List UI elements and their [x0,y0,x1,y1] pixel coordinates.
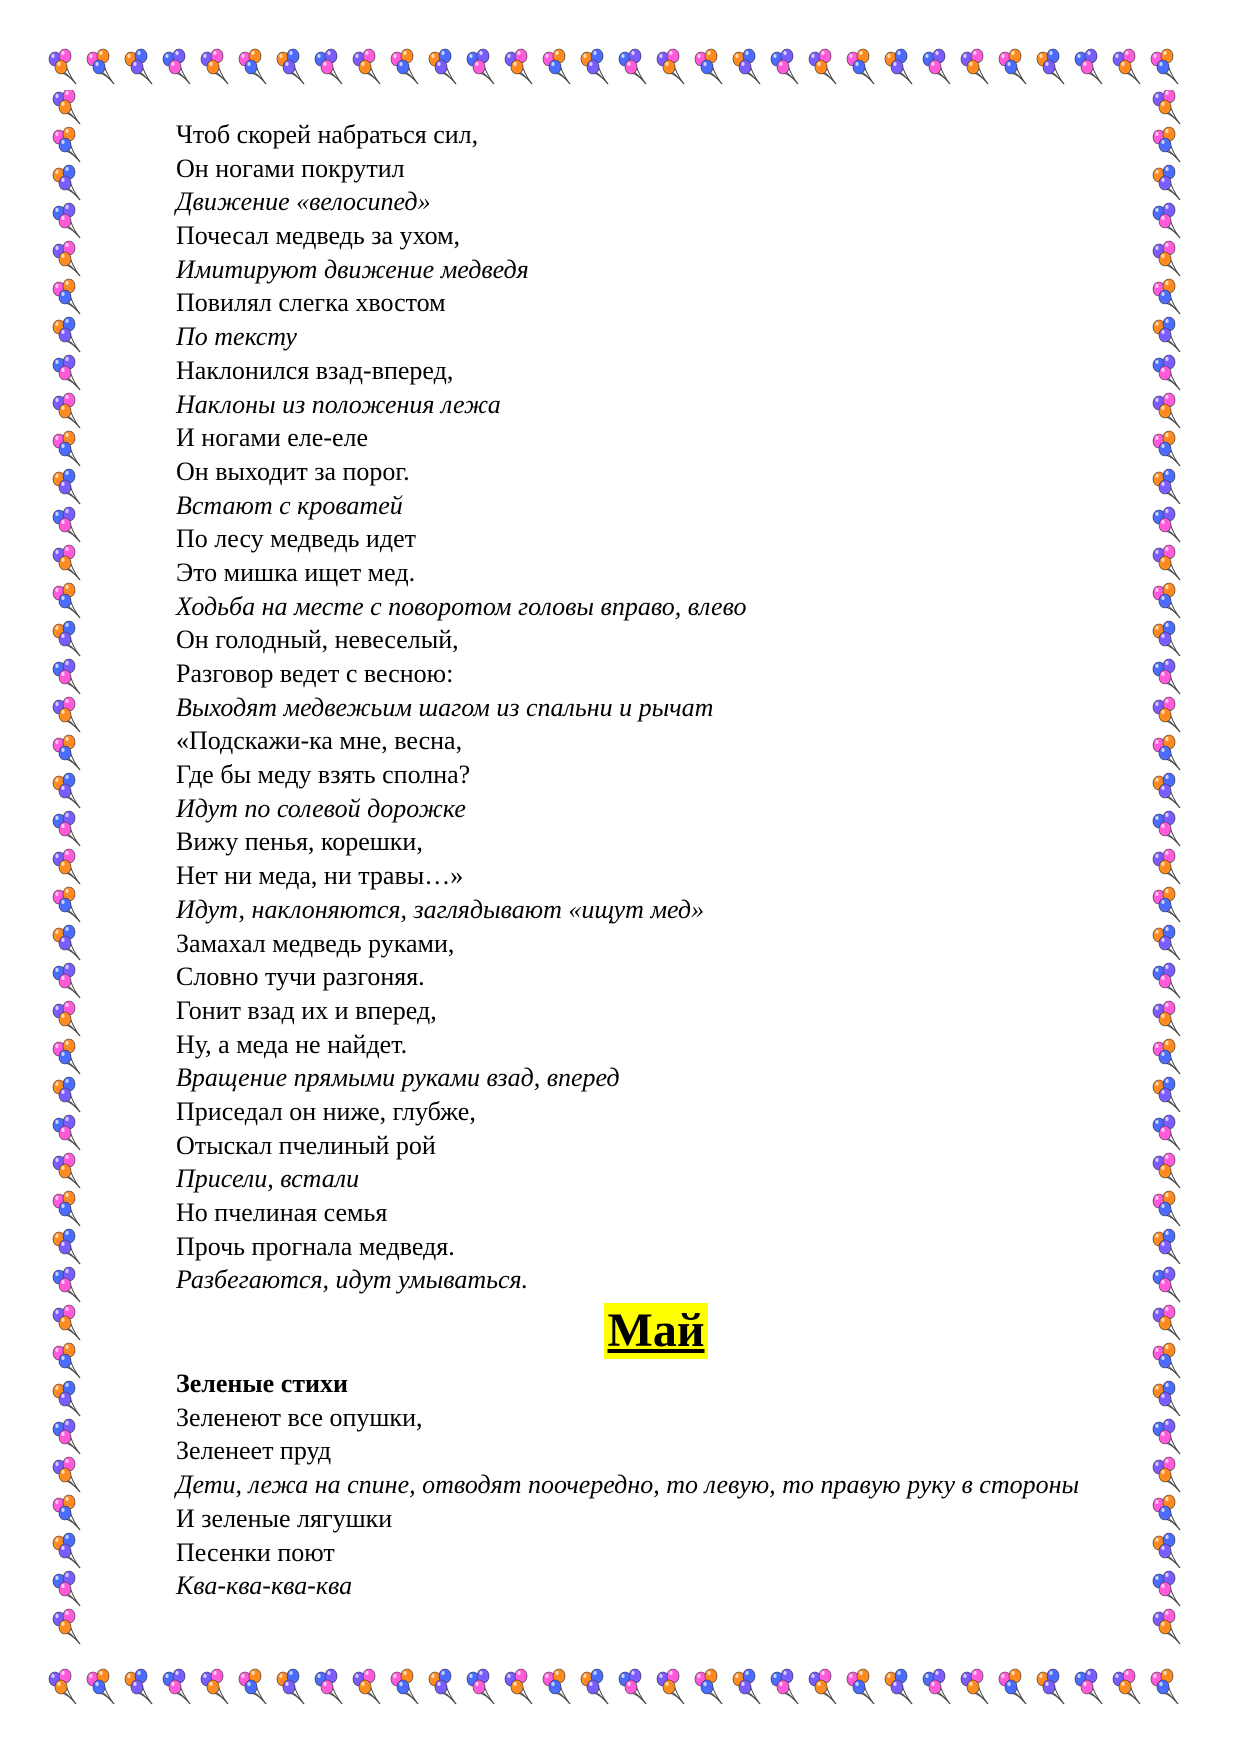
section-heading-wrap [176,1297,1136,1367]
balloons-icon [53,393,80,428]
document-body [176,118,1136,1603]
balloons-icon [885,1669,912,1704]
balloons-icon [1153,925,1180,960]
balloons-icon [1153,1229,1180,1264]
balloons-icon [1153,469,1180,504]
balloons-icon [53,279,80,314]
balloons-icon [53,925,80,960]
balloons-icon [53,1039,80,1074]
balloons-icon [353,49,380,84]
balloons-icon [53,773,80,808]
balloons-icon [53,811,80,846]
balloons-icon [961,49,988,84]
balloons-icon [1153,203,1180,238]
balloons-icon [619,49,646,84]
balloons-icon [1153,1457,1180,1492]
border-top [48,46,1192,102]
balloons-icon [53,241,80,276]
poem-line: Где бы меду взять сполна? [176,760,471,790]
poem-line: И зеленые лягушки [176,1503,393,1533]
balloons-icon [1153,1077,1180,1112]
stage-direction-line: Имитируют движение медведя [176,254,529,284]
balloons-icon [315,49,342,84]
balloons-icon [847,49,874,84]
balloons-icon [1153,1571,1180,1606]
poem-line: Он ногами покрутил [176,153,405,183]
balloons-icon [53,431,80,466]
poem-line: Прочь прогнала медведя. [176,1231,455,1261]
poem-line: Но пчелиная семья [176,1198,388,1227]
balloons-icon [1153,355,1180,390]
poem-line: Ну, а меда не найдет. [176,1029,408,1059]
balloons-icon [1153,1115,1180,1150]
balloons-icon [619,1669,646,1704]
balloons-icon [53,1305,80,1340]
balloons-icon [809,1669,836,1704]
balloons-icon [277,49,304,84]
poem-line: Нет ни меда, ни травы…» [176,861,464,891]
poem-part-2 [176,1367,1136,1603]
balloons-icon [1153,165,1180,200]
balloons-icon [999,49,1026,84]
balloons-icon [53,583,80,618]
balloons-icon [771,49,798,84]
poem-line: Почесал медведь за ухом, [176,221,461,251]
balloons-icon [657,1669,684,1704]
balloons-icon [53,90,80,124]
balloons-icon [49,49,76,84]
balloons-icon [1113,1669,1140,1704]
balloons-icon [53,1229,80,1264]
balloons-icon [1153,963,1180,998]
balloons-icon [53,203,80,238]
balloons-icon [1153,735,1180,770]
balloons-icon [1153,1343,1180,1378]
balloons-icon [391,1669,418,1704]
stage-direction-line: Дети, лежа на спине, отводят поочередно, то левую, то правую руку в стороны [176,1470,1080,1500]
balloons-icon [53,621,80,656]
poem-line: Зеленеют все опушки, [176,1402,423,1432]
balloons-icon [53,165,80,200]
poem-line: Это мишка ищет мед. [176,557,416,587]
stage-direction-line: Наклоны из положения лежа [176,389,501,419]
balloons-icon [53,1571,80,1606]
balloons-icon [201,1669,228,1704]
balloons-icon [1113,49,1140,84]
balloons-icon [53,507,80,542]
balloons-icon [53,1115,80,1150]
balloons-icon [1153,773,1180,808]
balloons-icon [999,1669,1026,1704]
balloons-icon [1153,431,1180,466]
balloons-icon [1153,1001,1180,1036]
balloons-icon [961,1669,988,1704]
poem-line: Он выходит за порог. [176,456,410,486]
balloons-icon [239,1669,266,1704]
balloons-icon [1153,697,1180,732]
section-heading: Май [604,1303,709,1359]
balloons-icon [125,49,152,84]
poem-line: Приседал он ниже, глубже, [176,1096,476,1126]
balloons-icon [885,49,912,84]
balloons-icon [53,1001,80,1036]
balloons-icon [657,49,684,84]
balloons-icon [1153,1609,1180,1644]
balloons-icon [1153,317,1180,352]
balloons-icon [315,1669,342,1704]
balloons-icon [1153,583,1180,618]
border-left [48,90,104,1680]
balloons-icon [53,735,80,770]
balloons-icon [53,1343,80,1378]
balloons-icon [53,1419,80,1454]
balloons-icon [1075,49,1102,84]
poem-line: Песенки поют [176,1537,335,1567]
balloons-icon [391,49,418,84]
balloons-icon [733,1669,760,1704]
stage-direction-line: Выходят медвежьим шагом из спальни и рычат [176,692,714,722]
balloons-icon [1153,811,1180,846]
stage-direction-line: Идут по солевой дорожке [176,793,466,823]
balloons-icon [923,1669,950,1704]
balloons-icon [163,1669,190,1704]
balloons-icon [353,1669,380,1704]
balloons-icon [53,469,80,504]
balloons-icon [1153,1267,1180,1302]
poem-line: Зеленеет пруд [176,1436,332,1466]
poem-line: Он голодный, невеселый, [176,625,459,655]
balloons-icon [429,49,456,84]
poem-line: Наклонился взад-вперед, [176,355,454,385]
balloons-icon [53,659,80,694]
balloons-icon [1153,1495,1180,1530]
balloons-icon [1075,1669,1102,1704]
stage-direction-line: Ходьба на месте с поворотом головы вправо, влево [176,591,747,621]
border-right [1148,90,1204,1680]
balloons-icon [1151,49,1178,84]
balloons-icon [1153,849,1180,884]
balloons-icon [695,49,722,84]
balloons-icon [1153,1305,1180,1340]
balloons-icon [1153,1153,1180,1188]
balloons-icon [53,1533,80,1568]
balloons-icon [277,1669,304,1704]
balloons-icon [53,1153,80,1188]
balloons-icon [1153,127,1180,162]
balloons-icon [771,1669,798,1704]
stage-direction-line: Встают с кроватей [176,490,403,520]
balloons-icon [53,545,80,580]
balloons-icon [1153,621,1180,656]
poem-line: И ногами еле-еле [176,423,369,453]
balloons-icon [1153,1191,1180,1226]
balloons-icon [53,317,80,352]
balloons-icon [1037,49,1064,84]
balloons-icon [505,1669,532,1704]
balloons-icon [1153,1381,1180,1416]
poem-line: Гонит взад их и вперед, [176,995,437,1025]
poem-line: Словно тучи разгоняя. [176,962,425,992]
balloons-icon [581,49,608,84]
balloons-icon [53,887,80,922]
balloons-icon [53,355,80,390]
balloons-icon [1153,279,1180,314]
balloons-icon [733,49,760,84]
stage-direction-line: Присели, встали [176,1164,360,1194]
balloons-icon [53,697,80,732]
poem-line: Замахал медведь руками, [176,928,455,958]
balloons-icon [1037,1669,1064,1704]
balloons-icon [87,49,114,84]
balloons-icon [53,1267,80,1302]
balloons-icon [53,1609,80,1644]
balloons-icon [53,1077,80,1112]
balloons-icon [1153,545,1180,580]
balloons-icon [53,127,80,162]
balloons-icon [467,49,494,84]
balloons-icon [809,49,836,84]
border-bottom [48,1666,1192,1722]
poem-line: Чтоб скорей набраться сил, [176,120,479,149]
balloons-icon [847,1669,874,1704]
balloons-icon [505,49,532,84]
poem-line: Разговор ведет с весною: [176,659,454,688]
balloons-icon [543,49,570,84]
balloons-icon [1153,1533,1180,1568]
balloons-icon [53,1495,80,1530]
balloons-icon [163,49,190,84]
balloons-icon [1153,393,1180,428]
poem-part-1 [176,118,1136,1297]
poem-line: «Подскажи-ка мне, весна, [176,726,463,756]
balloons-icon [53,1191,80,1226]
balloons-icon [1153,241,1180,276]
stage-direction-line: Разбегаются, идут умываться. [176,1265,529,1295]
balloons-icon [543,1669,570,1704]
balloons-icon [53,1381,80,1416]
poem-title: Зеленые стихи [176,1369,348,1399]
balloons-icon [201,49,228,84]
balloons-icon [1153,90,1180,124]
balloons-icon [429,1669,456,1704]
stage-direction-line: Вращение прямыми руками взад, вперед [176,1063,620,1093]
balloons-icon [1153,1039,1180,1074]
stage-direction-line: Идут, наклоняются, заглядывают «ищут мед» [176,894,705,924]
balloons-icon [1153,887,1180,922]
balloons-icon [695,1669,722,1704]
poem-line: Отыскал пчелиный рой [176,1130,436,1160]
balloons-icon [923,49,950,84]
balloons-icon [53,963,80,998]
poem-line: Вижу пенья, корешки, [176,827,423,857]
balloons-icon [125,1669,152,1704]
poem-line: По лесу медведь идет [176,524,416,554]
balloons-icon [1153,1419,1180,1454]
balloons-icon [1153,659,1180,694]
balloons-icon [467,1669,494,1704]
balloons-icon [581,1669,608,1704]
stage-direction-line: Ква-ква-ква-ква [176,1571,353,1601]
balloons-icon [1153,507,1180,542]
balloons-icon [239,49,266,84]
stage-direction-line: Движение «велосипед» [176,187,431,217]
stage-direction-line: По тексту [176,322,297,352]
balloons-icon [53,849,80,884]
poem-line: Повилял слегка хвостом [176,288,446,318]
balloons-icon [53,1457,80,1492]
